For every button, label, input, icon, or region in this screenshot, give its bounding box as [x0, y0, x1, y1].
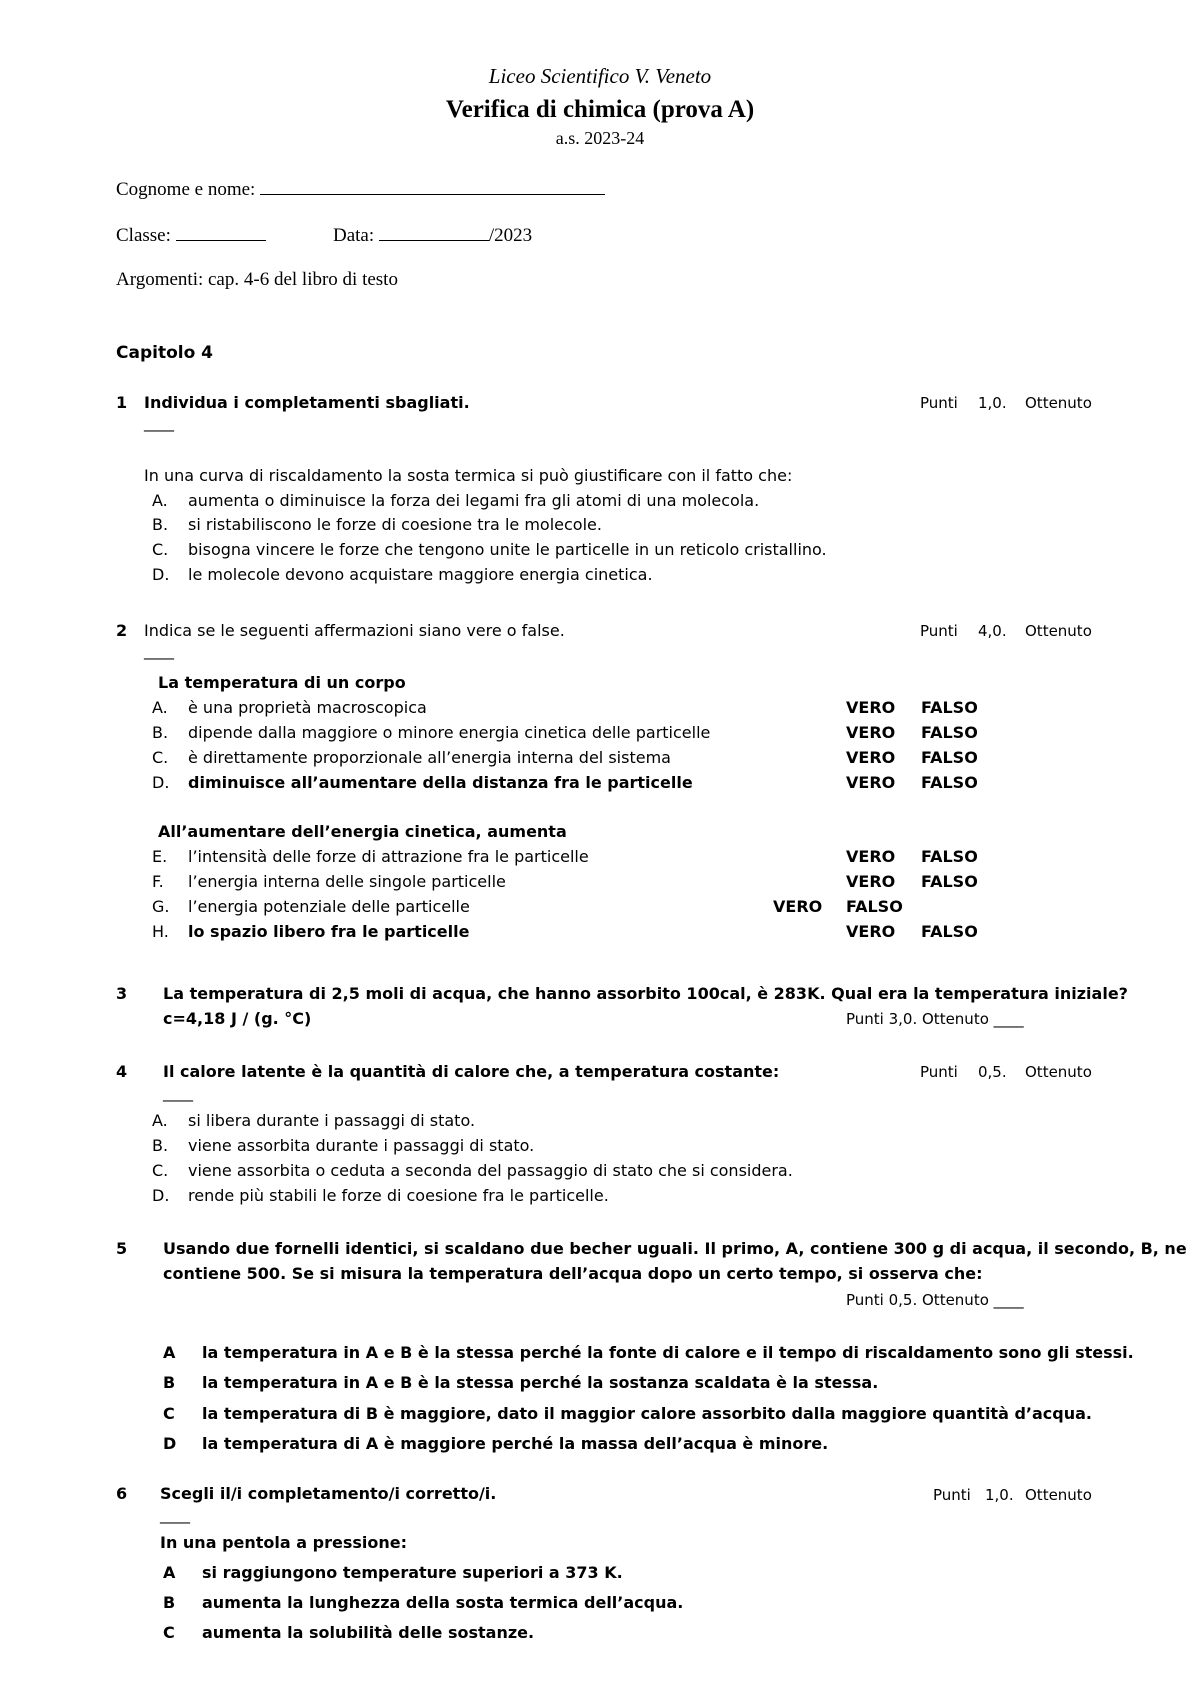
q2-item-letter: G. — [152, 897, 170, 916]
false-option[interactable]: FALSO — [921, 748, 978, 767]
q2-text: Indica se le seguenti affermazioni siano vere o false. — [144, 621, 565, 640]
q6-points-value: 1,0. — [985, 1486, 1014, 1504]
true-option[interactable]: VERO — [846, 847, 896, 866]
q5-number: 5 — [116, 1239, 128, 1258]
q2-item-letter: E. — [152, 847, 168, 866]
q4-score-blank[interactable]: ____ — [163, 1084, 193, 1102]
q6-obtained-label: Ottenuto — [1025, 1486, 1092, 1504]
q1-option-text[interactable]: si ristabiliscono le forze di coesione tra le molecole. — [188, 515, 602, 534]
q1-score-blank[interactable]: ____ — [144, 414, 174, 432]
q4-text: Il calore latente è la quantità di calore che, a temperatura costante: — [163, 1062, 780, 1081]
q1-obtained-label: Ottenuto — [1025, 394, 1092, 412]
q1-option-letter: D. — [152, 565, 170, 584]
q1-option-text[interactable]: bisogna vincere le forze che tengono unite le particelle in un reticolo cristallino. — [188, 540, 827, 559]
q4-points-value: 0,5. — [978, 1063, 1007, 1081]
true-option[interactable]: VERO — [846, 872, 896, 891]
q2-item-text: è una proprietà macroscopica — [188, 698, 427, 717]
q2-obtained-label: Ottenuto — [1025, 622, 1092, 640]
q5-text-line-1: Usando due fornelli identici, si scaldano due becher uguali. Il primo, A, contiene 300 g di acqua, il secondo, B, ne — [163, 1239, 1187, 1258]
true-option[interactable]: VERO — [846, 723, 896, 742]
q4-points-label: Punti — [920, 1063, 958, 1081]
q4-option-text[interactable]: si libera durante i passaggi di stato. — [188, 1111, 476, 1130]
q1-points-value: 1,0. — [978, 394, 1007, 412]
q2-item-letter: H. — [152, 922, 169, 941]
q1-option-letter: B. — [152, 515, 169, 534]
false-option[interactable]: FALSO — [921, 723, 978, 742]
q2-number: 2 — [116, 621, 128, 640]
q2-item-letter: C. — [152, 748, 169, 767]
q4-option-letter: A. — [152, 1111, 168, 1130]
q1-option-text[interactable]: le molecole devono acquistare maggiore energia cinetica. — [188, 565, 653, 584]
true-option[interactable]: VERO — [773, 897, 823, 916]
q4-option-text[interactable]: rende più stabili le forze di coesione fra le particelle. — [188, 1186, 609, 1205]
q5-points: Punti 0,5. Ottenuto ____ — [846, 1291, 1024, 1309]
q1-stem: In una curva di riscaldamento la sosta termica si può giustificare con il fatto che: — [144, 466, 793, 485]
q6-option-letter: C — [163, 1623, 175, 1642]
q4-option-text[interactable]: viene assorbita durante i passaggi di stato. — [188, 1136, 535, 1155]
q2-item-letter: F. — [152, 872, 164, 891]
class-blank-line[interactable] — [176, 222, 266, 241]
q6-option-letter: A — [163, 1563, 176, 1582]
q6-option-text[interactable]: aumenta la solubilità delle sostanze. — [202, 1623, 535, 1642]
q1-number: 1 — [116, 393, 128, 412]
q6-text: Scegli il/i completamento/i corretto/i. — [160, 1484, 497, 1503]
false-option[interactable]: FALSO — [921, 698, 978, 717]
q5-option-text[interactable]: la temperatura di A è maggiore perché la massa dell’acqua è minore. — [202, 1434, 829, 1453]
name-label: Cognome e nome: — [116, 179, 256, 200]
class-label: Classe: — [116, 225, 171, 246]
date-blank-line[interactable] — [379, 222, 489, 241]
q6-option-text[interactable]: aumenta la lunghezza della sosta termica dell’acqua. — [202, 1593, 684, 1612]
q1-option-text[interactable]: aumenta o diminuisce la forza dei legami fra gli atomi di una molecola. — [188, 491, 760, 510]
q3-number: 3 — [116, 984, 128, 1003]
true-option[interactable]: VERO — [846, 922, 896, 941]
q6-option-text[interactable]: si raggiungono temperature superiori a 373 K. — [202, 1563, 623, 1582]
q5-option-letter: D — [163, 1434, 177, 1453]
topics-line: Argomenti: cap. 4-6 del libro di testo — [116, 269, 398, 290]
false-option[interactable]: FALSO — [921, 872, 978, 891]
false-option[interactable]: FALSO — [921, 773, 978, 792]
q5-option-letter: A — [163, 1343, 176, 1362]
class-field[interactable] — [116, 222, 266, 247]
q4-number: 4 — [116, 1062, 128, 1081]
q2-item-letter: A. — [152, 698, 168, 717]
q4-option-letter: C. — [152, 1161, 169, 1180]
name-blank-line[interactable] — [260, 176, 605, 195]
q2-item-text: diminuisce all’aumentare della distanza fra le particelle — [188, 773, 693, 792]
q5-option-letter: C — [163, 1404, 175, 1423]
name-field[interactable] — [116, 176, 605, 201]
true-option[interactable]: VERO — [846, 748, 896, 767]
q1-option-letter: C. — [152, 540, 169, 559]
q2-stem-1: La temperatura di un corpo — [158, 673, 406, 692]
q3-text: La temperatura di 2,5 moli di acqua, che hanno assorbito 100cal, è 283K. Qual era la temperatura iniziale? — [163, 984, 1128, 1003]
q2-item-text: lo spazio libero fra le particelle — [188, 922, 470, 941]
q2-item-text: l’energia interna delle singole particelle — [188, 872, 506, 891]
date-label: Data: — [333, 225, 375, 246]
q6-score-blank[interactable]: ____ — [160, 1506, 190, 1524]
q3-formula: c=4,18 J / (g. °C) — [163, 1009, 312, 1028]
q5-option-text[interactable]: la temperatura in A e B è la stessa perché la fonte di calore e il tempo di riscaldamento sono gli stessi. — [202, 1343, 1134, 1362]
q6-option-letter: B — [163, 1593, 176, 1612]
school-year: a.s. 2023-24 — [555, 128, 645, 148]
q4-option-text[interactable]: viene assorbita o ceduta a seconda del passaggio di stato che si considera. — [188, 1161, 793, 1180]
q3-points: Punti 3,0. Ottenuto ____ — [846, 1010, 1024, 1028]
q1-text: Individua i completamenti sbagliati. — [144, 393, 470, 412]
false-option[interactable]: FALSO — [921, 922, 978, 941]
q6-stem: In una pentola a pressione: — [160, 1533, 407, 1552]
school-name: Liceo Scientifico V. Veneto — [488, 64, 712, 88]
q1-option-letter: A. — [152, 491, 168, 510]
date-field[interactable] — [333, 222, 532, 247]
q2-score-blank[interactable]: ____ — [144, 642, 174, 660]
q4-option-letter: D. — [152, 1186, 170, 1205]
q5-option-text[interactable]: la temperatura in A e B è la stessa perché la sostanza scaldata è la stessa. — [202, 1373, 879, 1392]
false-option[interactable]: FALSO — [846, 897, 903, 916]
q2-item-text: dipende dalla maggiore o minore energia cinetica delle particelle — [188, 723, 711, 742]
q2-points-value: 4,0. — [978, 622, 1007, 640]
true-option[interactable]: VERO — [846, 773, 896, 792]
page-title: Verifica di chimica (prova A) — [445, 96, 755, 123]
q4-obtained-label: Ottenuto — [1025, 1063, 1092, 1081]
q2-item-text: è direttamente proporzionale all’energia interna del sistema — [188, 748, 671, 767]
q2-item-text: l’energia potenziale delle particelle — [188, 897, 470, 916]
q4-option-letter: B. — [152, 1136, 169, 1155]
false-option[interactable]: FALSO — [921, 847, 978, 866]
q2-item-letter: D. — [152, 773, 170, 792]
q5-option-letter: B — [163, 1373, 176, 1392]
q2-points-label: Punti — [920, 622, 958, 640]
chapter-heading: Capitolo 4 — [116, 343, 214, 363]
q2-item-letter: B. — [152, 723, 169, 742]
q5-text-line-2: contiene 500. Se si misura la temperatura dell’acqua dopo un certo tempo, si osserva che: — [163, 1264, 983, 1283]
q2-stem-2: All’aumentare dell’energia cinetica, aumenta — [158, 822, 567, 841]
q6-points-label: Punti — [933, 1486, 971, 1504]
true-option[interactable]: VERO — [846, 698, 896, 717]
q1-points-label: Punti — [920, 394, 958, 412]
q6-number: 6 — [116, 1484, 128, 1503]
date-year: /2023 — [488, 225, 533, 246]
q2-item-text: l’intensità delle forze di attrazione fra le particelle — [188, 847, 589, 866]
q5-option-text[interactable]: la temperatura di B è maggiore, dato il maggior calore assorbito dalla maggiore quantità d’acqua. — [202, 1404, 1092, 1423]
